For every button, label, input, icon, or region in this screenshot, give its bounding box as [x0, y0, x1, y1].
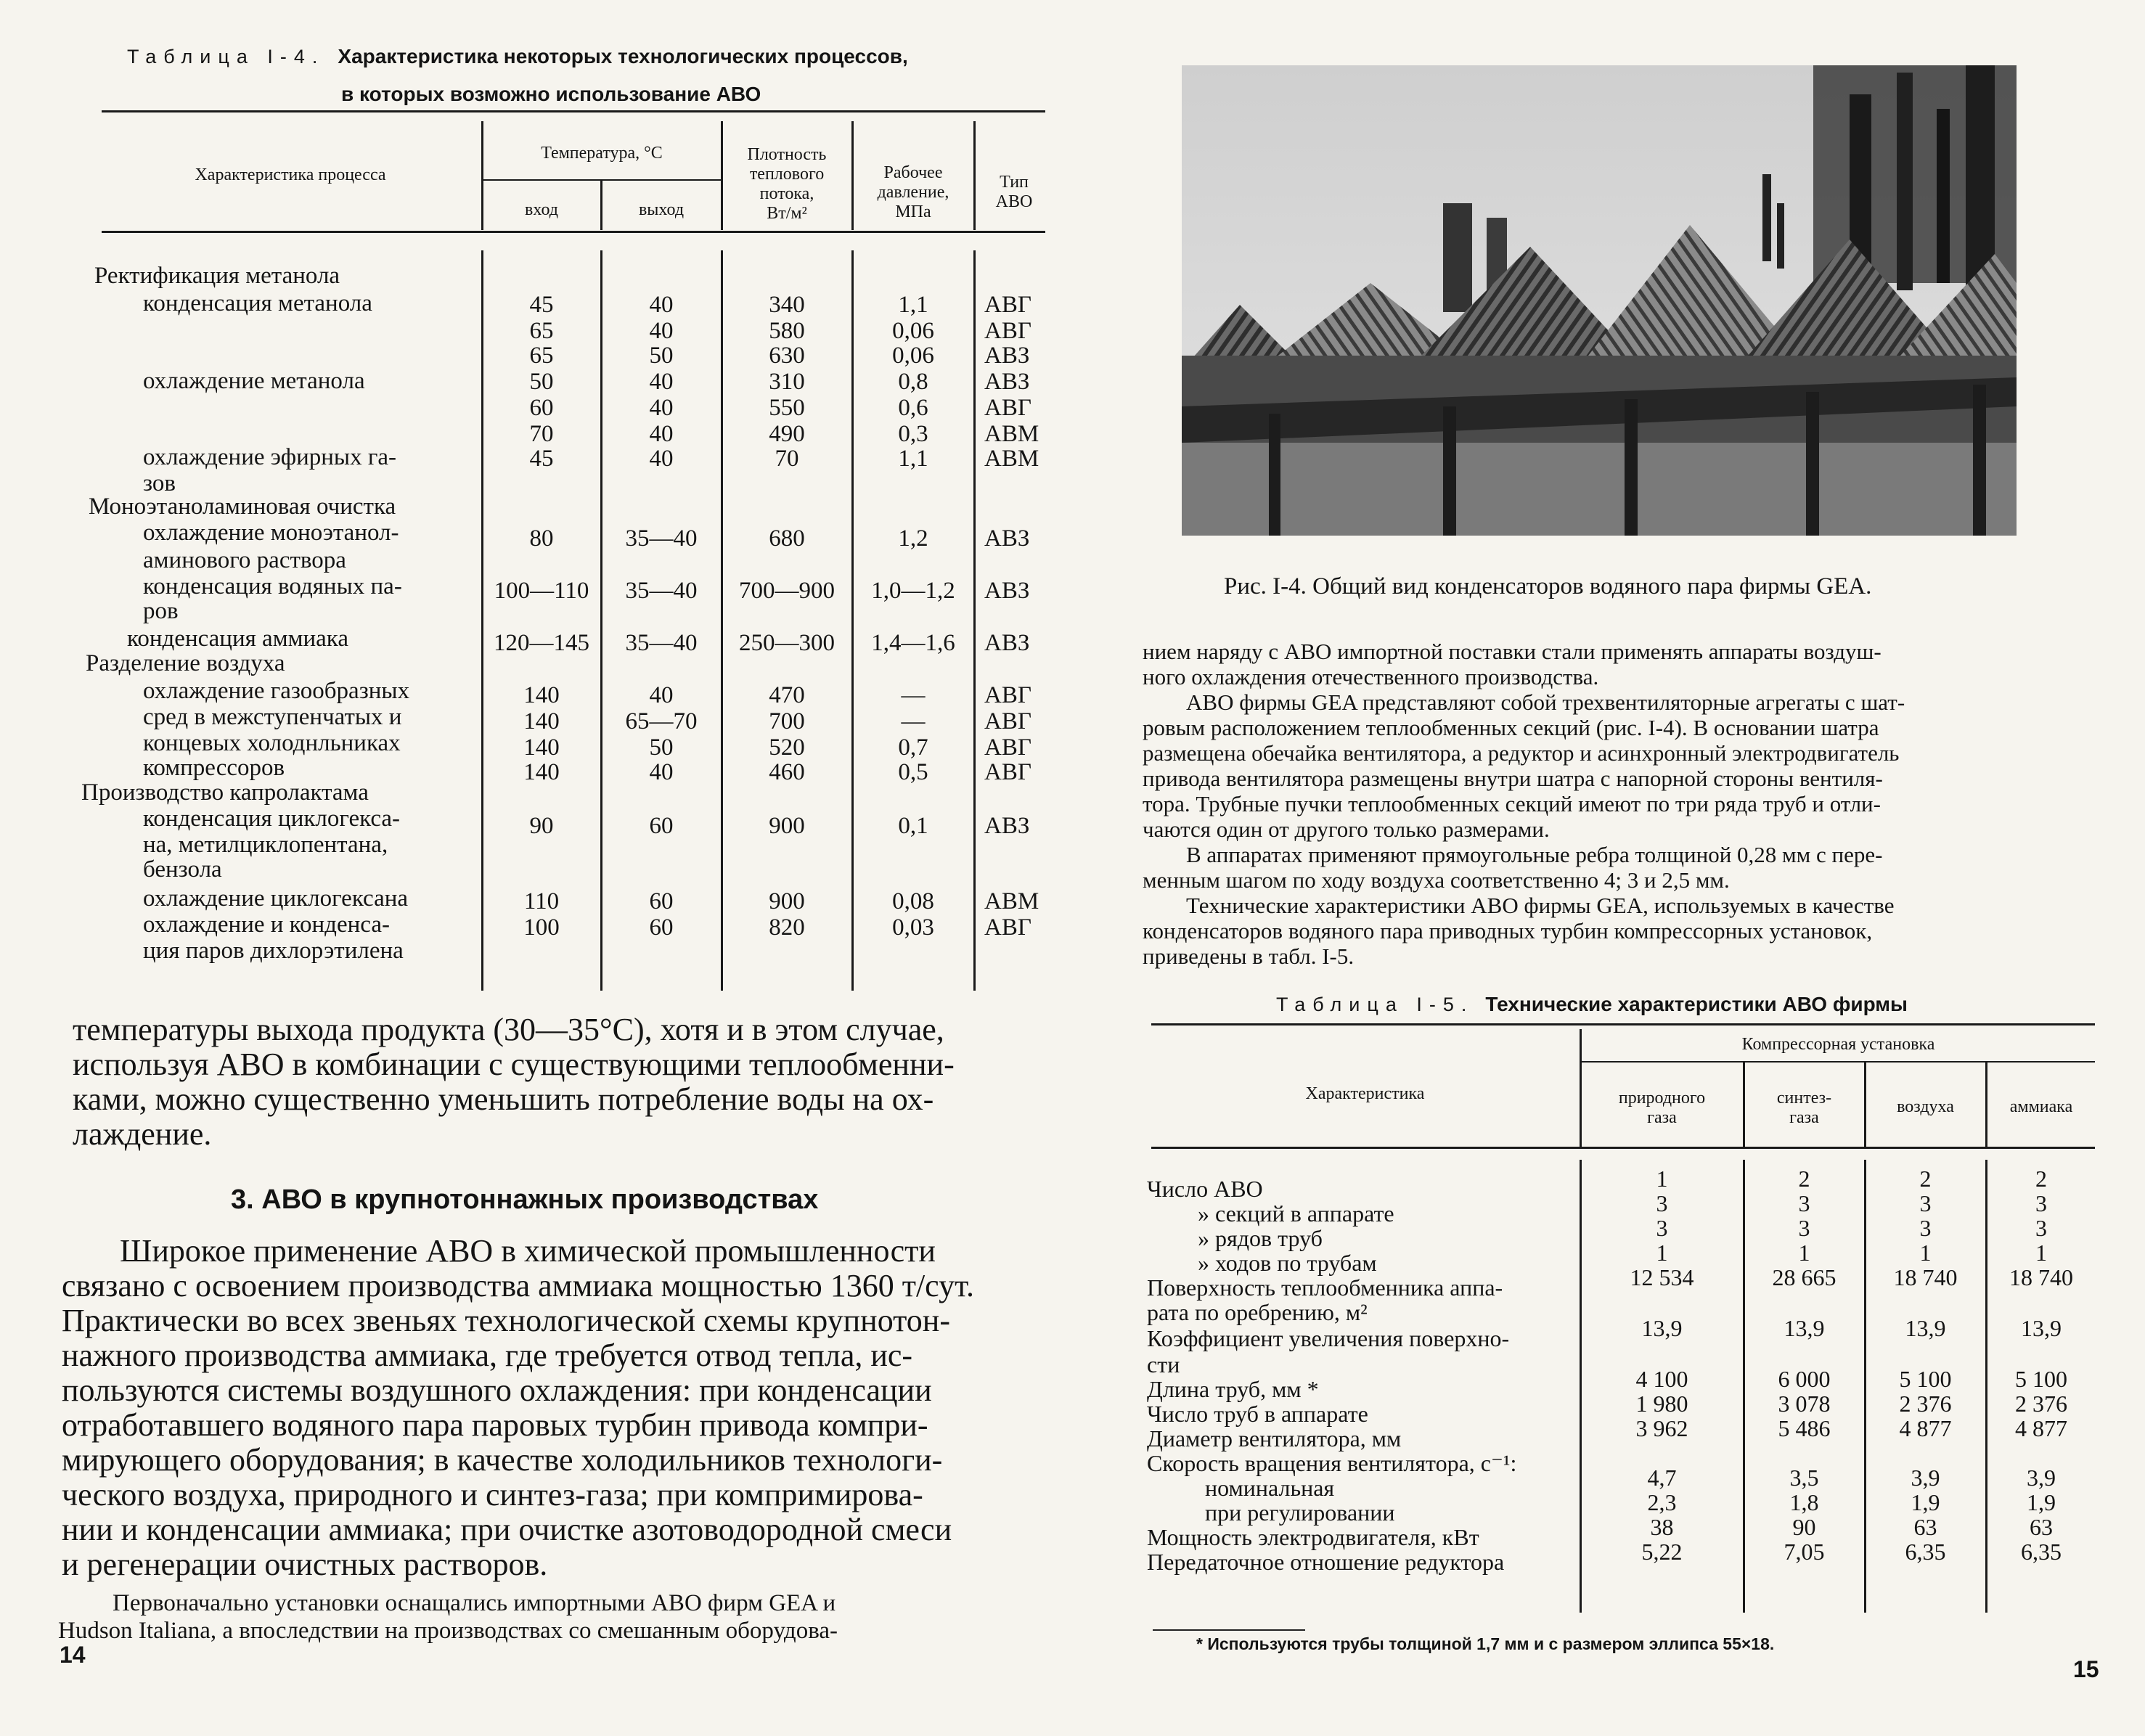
table5-cell: 1,9: [1911, 1489, 1940, 1515]
table5-cell: 7,05: [1784, 1539, 1825, 1565]
table4-cell: 0,08: [892, 888, 934, 914]
table5-cell: 1: [1656, 1240, 1668, 1266]
table4-row-label: конденсация метанола: [143, 290, 372, 316]
table5-row-label: рата по оребрению, м²: [1147, 1299, 1368, 1325]
table5-cell: 3,9: [2027, 1465, 2056, 1491]
table5-cell: 4 100: [1635, 1366, 1688, 1392]
table4-cell: 0,5: [898, 759, 928, 785]
table5-header-group: Компрессорная установка: [1741, 1035, 1935, 1054]
table5-cell: 6,35: [2021, 1539, 2062, 1565]
table5-cell: 1: [1656, 1166, 1668, 1192]
table4-cell: 40: [649, 682, 674, 708]
table5-row-label: Диаметр вентилятора, мм: [1147, 1425, 1402, 1452]
table5-row-label: Передаточное отношение редуктора: [1147, 1549, 1505, 1575]
table4-row-label: ция паров дихлорэтилена: [143, 938, 404, 964]
table4-cell: 40: [649, 318, 674, 344]
table4-cell: 40: [649, 395, 674, 421]
table4-cell: АВЗ: [984, 813, 1030, 839]
table5-cell: 1 980: [1635, 1391, 1688, 1417]
table4-row-label: Разделение воздуха: [86, 650, 285, 676]
table4-cell: 550: [769, 395, 805, 421]
table5-cell: 2: [2035, 1166, 2047, 1192]
table5-cell: 2,3: [1647, 1489, 1677, 1515]
table4-cell: 40: [649, 421, 674, 447]
table5-row-label: » секций в аппарате: [1198, 1200, 1394, 1227]
table4-cell: 1,0—1,2: [871, 578, 955, 604]
table4-cell: АВМ: [984, 888, 1039, 914]
table4-caption: [127, 45, 1042, 68]
table4-cell: 50: [649, 343, 674, 369]
table5-row-label: Мощность электродвигателя, кВт: [1147, 1524, 1479, 1550]
table4-header-density: Плотность теплового потока, Вт/м²: [747, 145, 827, 223]
table5-row-label: Длина труб, мм *: [1147, 1376, 1319, 1402]
table4-cell: 120—145: [494, 630, 589, 656]
table4-cell: АВЗ: [984, 630, 1030, 656]
table4-cell: 65: [529, 318, 554, 344]
table5-row-label: Число труб в аппарате: [1147, 1401, 1368, 1427]
table5-cell: 6,35: [1905, 1539, 1946, 1565]
table4-cell: 60: [649, 813, 674, 839]
table4-cell: 110: [523, 888, 560, 914]
table4-cell: 1,2: [898, 525, 928, 552]
table4-row-label: конденсация циклогекса-: [143, 806, 401, 832]
condenser-photo-image: [1182, 65, 2017, 536]
table5-cell: 63: [1913, 1514, 1937, 1540]
table4-cell: 140: [523, 682, 560, 708]
section-heading: 3. АВО в крупнотоннажных производствах: [231, 1184, 819, 1215]
table4-cell: АВГ: [984, 708, 1031, 734]
table5-footnote: * Используются трубы толщиной 1,7 мм и с размером эллипса 55×18.: [1196, 1634, 1775, 1653]
table4-cell: АВГ: [984, 759, 1031, 785]
table5-cell: 2 376: [1899, 1391, 1952, 1417]
table4-cell: 700—900: [739, 578, 835, 604]
table5-cell: 1,9: [2027, 1489, 2056, 1515]
table4-cell: 470: [769, 682, 805, 708]
table5-cell: 5 486: [1778, 1415, 1831, 1441]
table4-row-label: охлаждение газообразных: [143, 678, 410, 704]
table4-row-label: охлаждение метанола: [143, 368, 365, 394]
table5-header-col1: природного газа: [1618, 1089, 1706, 1127]
table5-cell: 3: [1919, 1190, 1932, 1216]
table4-cell: АВГ: [984, 682, 1031, 708]
table4-cell: 0,8: [898, 369, 928, 395]
table5-row-label: Число АВО: [1147, 1176, 1263, 1202]
table5-row-label: номинальная: [1205, 1475, 1335, 1501]
paragraph-initial-install: Первоначально установки оснащались импортными АВО фирм GEA и Hudson Italiana, а впоследствии на производствах со смешанным оборудова-: [58, 1590, 838, 1644]
paragraph-continuation: температуры выхода продукта (30—35°С), хотя и в этом случае, используя АВО в комбинации с существующими теплообменни- ками, можно существенно уменьшить потребление воды на ох- лаждение.: [73, 1012, 955, 1152]
table4-cell: 80: [529, 525, 554, 552]
table5-cell: 4,7: [1647, 1465, 1677, 1491]
table5-row-label: » рядов труб: [1198, 1225, 1323, 1251]
table4-row-label: компрессоров: [143, 755, 285, 781]
table4-header-pressure: Рабочее давление, МПа: [877, 163, 949, 221]
table4-row-label: ров: [143, 598, 179, 624]
table4-cell: АВГ: [984, 395, 1031, 421]
table4-cell: 60: [529, 395, 554, 421]
table4-cell: 630: [769, 343, 805, 369]
table5-cell: 3: [2035, 1215, 2047, 1241]
table4-row-label: бензола: [143, 856, 222, 883]
table4-cell: АВГ: [984, 914, 1031, 941]
table5-cell: 3 078: [1778, 1391, 1831, 1417]
table5-cell: 38: [1650, 1514, 1674, 1540]
table5-cell: 6 000: [1778, 1366, 1831, 1392]
table4-cell: 0,06: [892, 318, 934, 344]
table5-header-col3: воздуха: [1897, 1097, 1954, 1116]
table5-header-col4: аммиака: [2009, 1097, 2073, 1116]
table4-row-label: охлаждение и конденса-: [143, 912, 390, 938]
table4-cell: 310: [769, 369, 805, 395]
table4-cell: 35—40: [625, 630, 698, 656]
table5-cell: 90: [1792, 1514, 1816, 1540]
table5-cell: 18 740: [2009, 1264, 2073, 1290]
table4-title-line1: Характеристика некоторых технологических процессов,: [338, 45, 908, 67]
table4-cell: 60: [649, 914, 674, 941]
table4-cell: 580: [769, 318, 805, 344]
table4-cell: 1,1: [898, 446, 928, 472]
table4-header-temperature: Температура, °С: [541, 144, 663, 163]
table4-cell: 45: [529, 292, 554, 318]
table4-cell: 900: [769, 813, 805, 839]
table4-header-process: Характеристика процесса: [195, 165, 386, 184]
table5-cell: 2: [1798, 1166, 1810, 1192]
table4-row-label: сред в межступенчатых и: [143, 704, 402, 730]
table4-label: Таблица I-4.: [127, 46, 325, 67]
table5-row-label: сти: [1147, 1351, 1180, 1377]
table5-cell: 4 877: [1899, 1415, 1952, 1441]
table5-cell: 5 100: [2015, 1366, 2067, 1392]
table4-cell: 680: [769, 525, 805, 552]
table4-row-label: охлаждение эфирных га-: [143, 444, 397, 470]
table4-cell: 1,1: [898, 292, 928, 318]
table4-cell: —: [901, 682, 926, 708]
table5-cell: 3,5: [1789, 1465, 1819, 1491]
table5-footnote-rule: [1153, 1629, 1305, 1631]
table4-cell: 460: [769, 759, 805, 785]
table4-cell: 1,4—1,6: [871, 630, 955, 656]
table4-row-label: Производство капролактама: [81, 779, 369, 806]
table5-row-label: при регулировании: [1205, 1499, 1395, 1526]
table4-title-line2: в которых возможно использование АВО: [341, 83, 761, 105]
table4-cell: 70: [775, 446, 799, 472]
table5-cell: 13,9: [1905, 1315, 1946, 1341]
table4-header-inlet: вход: [525, 200, 558, 219]
figure-photo: [1182, 65, 2017, 536]
table4-row-label: конденсация водяных па-: [143, 573, 402, 599]
table4-cell: 140: [523, 708, 560, 734]
table5-cell: 2 376: [2015, 1391, 2067, 1417]
table5-cell: 63: [2030, 1514, 2053, 1540]
table4-cell: 0,03: [892, 914, 934, 941]
table5-cell: 3: [1656, 1190, 1668, 1216]
table5-cell: 3: [1798, 1215, 1810, 1241]
table4-cell: АВМ: [984, 421, 1039, 447]
table5-label: Таблица I-5.: [1276, 994, 1474, 1015]
page-number-right: 15: [2073, 1656, 2099, 1682]
table4-cell: 340: [769, 292, 805, 318]
table5-cell: 3: [1798, 1190, 1810, 1216]
table4-cell: 35—40: [625, 578, 698, 604]
table4-cell: 40: [649, 292, 674, 318]
table5-cell: 2: [1919, 1166, 1932, 1192]
table5-caption: [1276, 993, 1908, 1016]
table4-cell: 90: [529, 813, 554, 839]
table4-cell: 35—40: [625, 525, 698, 552]
table4-cell: АВМ: [984, 446, 1039, 472]
table4-cell: 50: [649, 734, 674, 761]
table4-cell: 140: [523, 734, 560, 761]
page-number-left: 14: [60, 1642, 86, 1668]
table4-row-label: Ректификация метанола: [94, 263, 340, 289]
table5-cell: 5 100: [1899, 1366, 1952, 1392]
table4-cell: АВЗ: [984, 578, 1030, 604]
table4-cell: 50: [529, 369, 554, 395]
table4-cell: АВЗ: [984, 343, 1030, 369]
table4-cell: —: [901, 708, 926, 734]
table5-row-label: Поверхность теплообменника аппа-: [1147, 1274, 1503, 1301]
table4-cell: 0,7: [898, 734, 928, 761]
table5-cell: 28 665: [1772, 1264, 1836, 1290]
table4-cell: 60: [649, 888, 674, 914]
table4-cell: 0,6: [898, 395, 928, 421]
table4-row-label: зов: [143, 470, 176, 496]
table5-cell: 13,9: [1641, 1315, 1683, 1341]
table5-title: Технические характеристики АВО фирмы: [1485, 993, 1908, 1015]
table5-cell: 3: [1919, 1215, 1932, 1241]
table5-cell: 3: [2035, 1190, 2047, 1216]
table5-cell: 12 534: [1630, 1264, 1694, 1290]
table4-cell: АВГ: [984, 292, 1031, 318]
table4-cell: 700: [769, 708, 805, 734]
table4-cell: 0,06: [892, 343, 934, 369]
table5-cell: 1,8: [1789, 1489, 1819, 1515]
right-page: [1073, 0, 2145, 1736]
table5-cell: 13,9: [2021, 1315, 2062, 1341]
right-text-block: нием наряду с АВО импортной поставки стали применять аппараты воздуш- ного охлаждения отечественного производства. АВО фирмы GEA представляют собой трехвентиляторные агрегаты с шат- ровым расположением теплообменных секций (рис. I-4). В основании шатра размещена обечайка вентилятора, а редуктор и асинхронный электродвигатель привода вентилятора размещены внутри шатра с напорной стороны вентиля- тора. Трубные пучки теплообменных секций имеют по три ряда труб и отли- чаются один от другого только размерами. В аппаратах применяют прямоугольные ребра толщиной 0,28 мм с пере- менным шагом по ходу воздуха соответственно 4; 3 и 2,5 мм. Технические характеристики АВО фирмы GEA, используемых в качестве конденсаторов водяного пара приводных турбин компрессорных установок, приведены в табл. I-5.: [1143, 639, 1905, 969]
table4-cell: 0,1: [898, 813, 928, 839]
table4-cell: АВЗ: [984, 525, 1030, 552]
table4-cell: 520: [769, 734, 805, 761]
table5-cell: 1: [1798, 1240, 1810, 1266]
table5-cell: 3,9: [1911, 1465, 1940, 1491]
table5-cell: 13,9: [1784, 1315, 1825, 1341]
table5-header-characteristic: Характеристика: [1305, 1084, 1425, 1103]
table4-cell: 45: [529, 446, 554, 472]
table5-cell: 1: [2035, 1240, 2047, 1266]
paragraph-ammonia: Широкое применение АВО в химической промышленности связано с освоением производства аммиака мощностью 1360 т/сут. Практически во всех звеньях технологической схемы крупнотон- нажного производства аммиака, где требуется отвод тепла, ис- пользуются системы воздушного охлаждения: при конденсации отработавшего водяного пара паровых турбин привода компри- мирующего оборудования; в качестве холодильников технологи- ческого воздуха, природного и синтез-газа; при компримирова- нии и конденсации аммиака; при очистке азотоводородной смеси и регенерации очистных растворов.: [62, 1233, 975, 1582]
table4-cell: АВГ: [984, 734, 1031, 761]
table4-row-label: охлаждение моноэтанол-: [143, 520, 399, 546]
table5-cell: 3 962: [1635, 1415, 1688, 1441]
table4-row-label: Моноэтаноламиновая очистка: [89, 494, 396, 520]
table4-cell: 820: [769, 914, 805, 941]
figure-caption: Рис. I-4. Общий вид конденсаторов водяного пара фирмы GEA.: [1224, 573, 1872, 599]
table5-cell: 3: [1656, 1215, 1668, 1241]
table4-cell: 65: [529, 343, 554, 369]
table5-cell: 5,22: [1641, 1539, 1683, 1565]
table5-cell: 18 740: [1893, 1264, 1958, 1290]
table4-cell: АВГ: [984, 318, 1031, 344]
table4-row-label: аминового раствора: [143, 547, 346, 573]
table4-cell: 490: [769, 421, 805, 447]
table4-cell: 100—110: [494, 578, 589, 604]
table4-header-type: Тип АВО: [995, 173, 1033, 211]
table5-row-label: Коэффициент увеличения поверхно-: [1147, 1325, 1510, 1351]
table4-cell: 40: [649, 446, 674, 472]
table4-cell: 100: [523, 914, 560, 941]
table4-row-label: конденсация аммиака: [127, 626, 348, 652]
table5-row-label: Скорость вращения вентилятора, с⁻¹:: [1147, 1450, 1517, 1476]
table5-row-label: » ходов по трубам: [1198, 1250, 1377, 1276]
table5-header-col2: синтез- газа: [1776, 1089, 1832, 1127]
table4-cell: АВЗ: [984, 369, 1030, 395]
table4-cell: 40: [649, 759, 674, 785]
table4-row-label: на, метилциклопентана,: [143, 832, 388, 858]
table4-row-label: концевых холоднльниках: [143, 730, 401, 756]
table4-cell: 70: [529, 421, 554, 447]
table4-header-outlet: выход: [638, 200, 685, 219]
table4-cell: 65—70: [625, 708, 698, 734]
table4-cell: 250—300: [739, 630, 835, 656]
table4-cell: 0,3: [898, 421, 928, 447]
table4-cell: 140: [523, 759, 560, 785]
table4-cell: 40: [649, 369, 674, 395]
table5-cell: 1: [1919, 1240, 1932, 1266]
table4-cell: 900: [769, 888, 805, 914]
table4-row-label: охлаждение циклогексана: [143, 885, 409, 912]
table5-cell: 4 877: [2015, 1415, 2067, 1441]
